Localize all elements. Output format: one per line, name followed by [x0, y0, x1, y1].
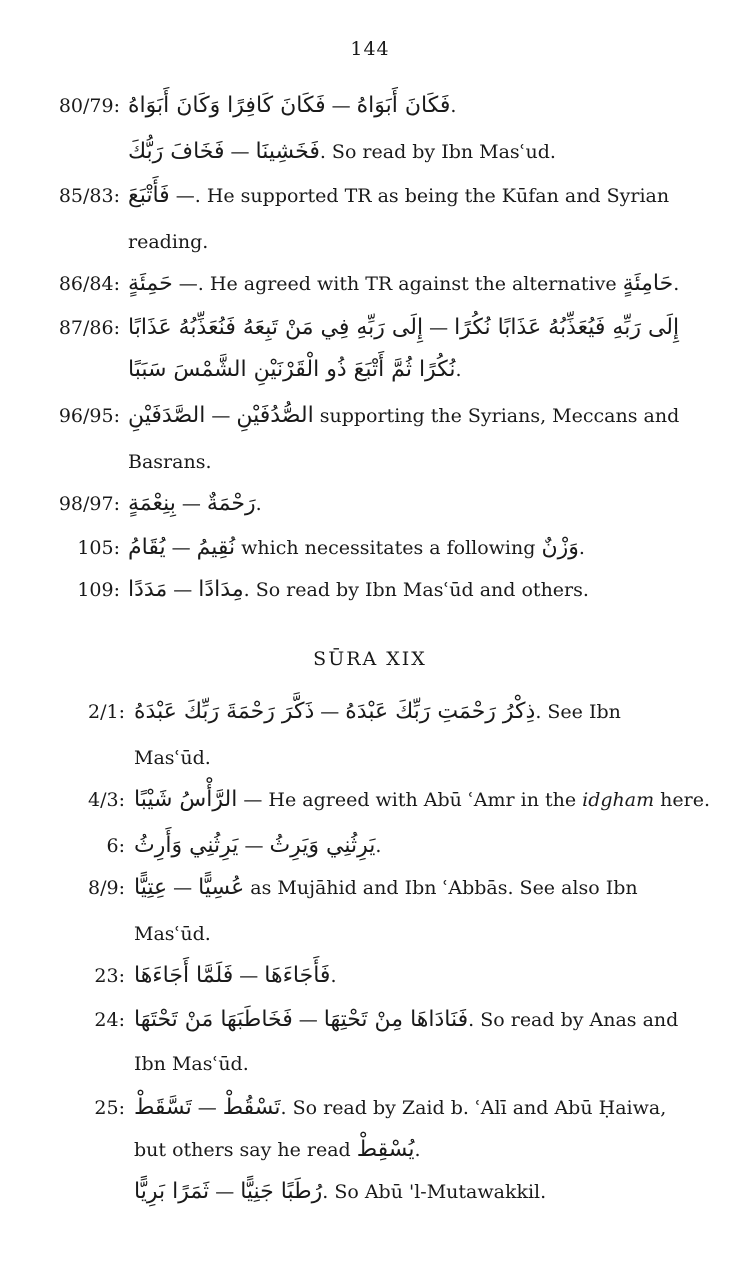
punctuation: . [255, 493, 262, 515]
verse-ref: 105: [77, 537, 120, 559]
commentary: . So read by Ibn Masʿud. [319, 141, 556, 163]
entry-text: بِنِعْمَةٍ — رَحْمَةٌ. [128, 491, 262, 516]
commentary: . See Ibn [535, 701, 621, 723]
commentary: supporting the Syrians, Meccans and [313, 405, 680, 427]
verse-ref: 24: [94, 1009, 125, 1031]
verse-ref: 86/84: [58, 273, 120, 295]
verse-ref: 2/1: [88, 701, 125, 723]
verse-ref: 23: [94, 965, 125, 987]
entry-text: يَرِثُنِي وَأَرِثُ — يَرِثُنِي وَيَرِثُ. [134, 833, 382, 858]
commentary: . So read by Ibn Masʿūd and others. [243, 579, 589, 601]
verse-ref: 96/95: [58, 405, 120, 427]
arabic-reading: فَخَاطَبَهَا مَنْ تَحْتَهَا [134, 1007, 293, 1032]
arabic-reading: حَامِئَةٍ [622, 271, 674, 296]
arabic-reading: فَأَجَاءَهَا [264, 963, 331, 988]
commentary: Basrans. [128, 451, 212, 473]
arabic-reading: فَنَادَاهَا مِنْ تَحْتِهَا [323, 1007, 469, 1032]
arabic-reading: فَخَافَ رَبُّكَ [128, 139, 225, 164]
entry-text: فَخَافَ رَبُّكَ — فَخَشِينَا. So read by Ibn Masʿud. [128, 139, 556, 164]
punctuation: . [330, 965, 337, 987]
commentary: . So read by Anas and [468, 1009, 679, 1031]
commentary: . So Abū 'l-Mutawakkil. [322, 1181, 547, 1203]
arabic-reading: الرَّأْسُ شَيْبًا [134, 787, 238, 812]
verse-ref: 8/9: [88, 877, 125, 899]
commentary: — He agreed with Abū ʿAmr in the [237, 789, 583, 811]
entry-text: يُقَامُ — نُقِيمُ which necessitates a following وَزْنٌ. [128, 535, 585, 560]
section-heading: SŪRA XIX [313, 648, 427, 670]
commentary: Masʿūd. [134, 923, 211, 945]
arabic-reading: مِدَادًا [198, 577, 244, 602]
verse-ref: 80/79: [58, 95, 120, 117]
commentary: Ibn Masʿūd. [134, 1053, 249, 1075]
arabic-reading: يَرِثُنِي وَأَرِثُ [134, 833, 239, 858]
punctuation: . [450, 95, 457, 117]
arabic-reading: نُقِيمُ [196, 535, 236, 560]
entry-text: ثَمَرًا بَرِيًّا — رُطَبًا جَنِيًّا. So Abū 'l-Mutawakkil. [134, 1179, 547, 1204]
arabic-reading: مَدَدًا [128, 577, 168, 602]
arabic-reading: فَأَتْبَعَ [128, 183, 170, 208]
entry-text [134, 786, 710, 814]
arabic-reading: رُطَبًا جَنِيًّا [240, 1179, 323, 1204]
page-number: 144 [350, 38, 390, 60]
arabic-reading: فَخَشِينَا [255, 139, 320, 164]
entry-text [128, 270, 679, 298]
entry-text: فَلَمَّا أَجَاءَهَا — فَأَجَاءَهَا. [134, 963, 337, 988]
arabic-reading: تَسَّقَطْ [134, 1095, 192, 1120]
arabic-reading: يُسْقِطْ [356, 1137, 415, 1162]
entry-text: فَكَانَ كَافِرًا وَكَانَ أَبَوَاهُ — فَكَانَ أَبَوَاهُ. [128, 93, 457, 118]
entry-text: ذَكَّرَ رَحْمَةَ رَبِّكَ عَبْدَهُ — ذِكْرُ رَحْمَتِ رَبِّكَ عَبْدَهُ. See Ibn [134, 699, 621, 724]
arabic-reading: ذِكْرُ رَحْمَتِ رَبِّكَ عَبْدَهُ [345, 699, 536, 724]
entry-text: الصَّدَفَيْنِ — الصُّدُفَيْنِ supporting the Syrians, Meccans and [128, 403, 680, 428]
verse-ref: 4/3: [88, 789, 125, 811]
verse-ref: 98/97: [58, 493, 120, 515]
verse-ref: 25: [94, 1097, 125, 1119]
commentary: as Mujāhid and Ibn ʿAbbās. See also Ibn [244, 877, 638, 899]
arabic-reading: رَحْمَةٌ [206, 491, 256, 516]
commentary: . So read by Zaid b. ʿAlī and Abū Ḥaiwa, [280, 1097, 667, 1119]
entry-text: مَدَدًا — مِدَادًا. So read by Ibn Masʿūd and others. [128, 577, 589, 602]
punctuation: . [375, 835, 382, 857]
commentary: —. He agreed with TR against the alternative [172, 273, 623, 295]
entry-text: عِتِيًّا — عُسِيًّا as Mujāhid and Ibn ʿAbbās. See also Ibn [134, 875, 638, 900]
arabic-reading: فَكَانَ كَافِرًا وَكَانَ أَبَوَاهُ [128, 93, 326, 118]
arabic-reading: إِلَى رَبِّهِ فِي مَنْ تَبِعَهُ فَنُعَذِّبُهُ عَذَابًا [128, 315, 424, 340]
arabic-reading: فَلَمَّا أَجَاءَهَا [134, 963, 234, 988]
commentary: but others say he read [134, 1139, 357, 1161]
verse-ref: 109: [77, 579, 120, 601]
arabic-reading: الصَّدَفَيْنِ [128, 403, 206, 428]
arabic-reading: ذَكَّرَ رَحْمَةَ رَبِّكَ عَبْدَهُ [134, 699, 315, 724]
entry-text: فَخَاطَبَهَا مَنْ تَحْتَهَا — فَنَادَاهَا مِنْ تَحْتِهَا. So read by Anas and [134, 1007, 679, 1032]
arabic-reading: عِتِيًّا [134, 875, 168, 900]
arabic-reading: وَزْنٌ [541, 535, 579, 560]
punctuation: . [673, 273, 680, 295]
entry-text: تَسَّقَطْ — تَسْقُطْ. So read by Zaid b. ʿAlī and Abū Ḥaiwa, [134, 1095, 667, 1120]
arabic-reading: نُكُرًا ثُمَّ أَتْبَعَ ذُو الْقَرْنَيْنِ الشَّمْسَ سَبَبًا [128, 357, 456, 382]
verse-ref: 6: [106, 835, 125, 857]
verse-ref: 87/86: [58, 317, 120, 339]
arabic-reading: فَكَانَ أَبَوَاهُ [356, 93, 451, 118]
entry-text [128, 356, 462, 384]
entry-text [134, 1136, 421, 1164]
commentary: here. [654, 789, 711, 811]
arabic-reading: ثَمَرًا بَرِيًّا [134, 1179, 210, 1204]
arabic-reading: تَسْقُطْ [222, 1095, 281, 1120]
commentary: Masʿūd. [134, 747, 211, 769]
arabic-reading: بِنِعْمَةٍ [128, 491, 176, 516]
commentary: reading. [128, 231, 209, 253]
commentary: which necessitates a following [235, 537, 542, 559]
entry-text [128, 182, 669, 210]
verse-ref: 85/83: [58, 185, 120, 207]
entry-text: إِلَى رَبِّهِ فِي مَنْ تَبِعَهُ فَنُعَذِّبُهُ عَذَابًا — إِلَى رَبِّهِ فَيُعَذِّبُهُ عَذَابًا نُكُرًا [128, 315, 680, 340]
punctuation: . [578, 537, 585, 559]
italic-term: idgham [582, 789, 655, 811]
arabic-reading: عُسِيًّا [198, 875, 245, 900]
commentary: —. He supported TR as being the Kūfan and Syrian [169, 185, 670, 207]
arabic-reading: الصُّدُفَيْنِ [236, 403, 314, 428]
arabic-reading: حَمِئَةٍ [128, 271, 173, 296]
punctuation: . [455, 359, 462, 381]
arabic-reading: يُقَامُ [128, 535, 166, 560]
punctuation: . [414, 1139, 421, 1161]
arabic-reading: إِلَى رَبِّهِ فَيُعَذِّبُهُ عَذَابًا نُكُرًا [454, 315, 680, 340]
arabic-reading: يَرِثُنِي وَيَرِثُ [269, 833, 376, 858]
